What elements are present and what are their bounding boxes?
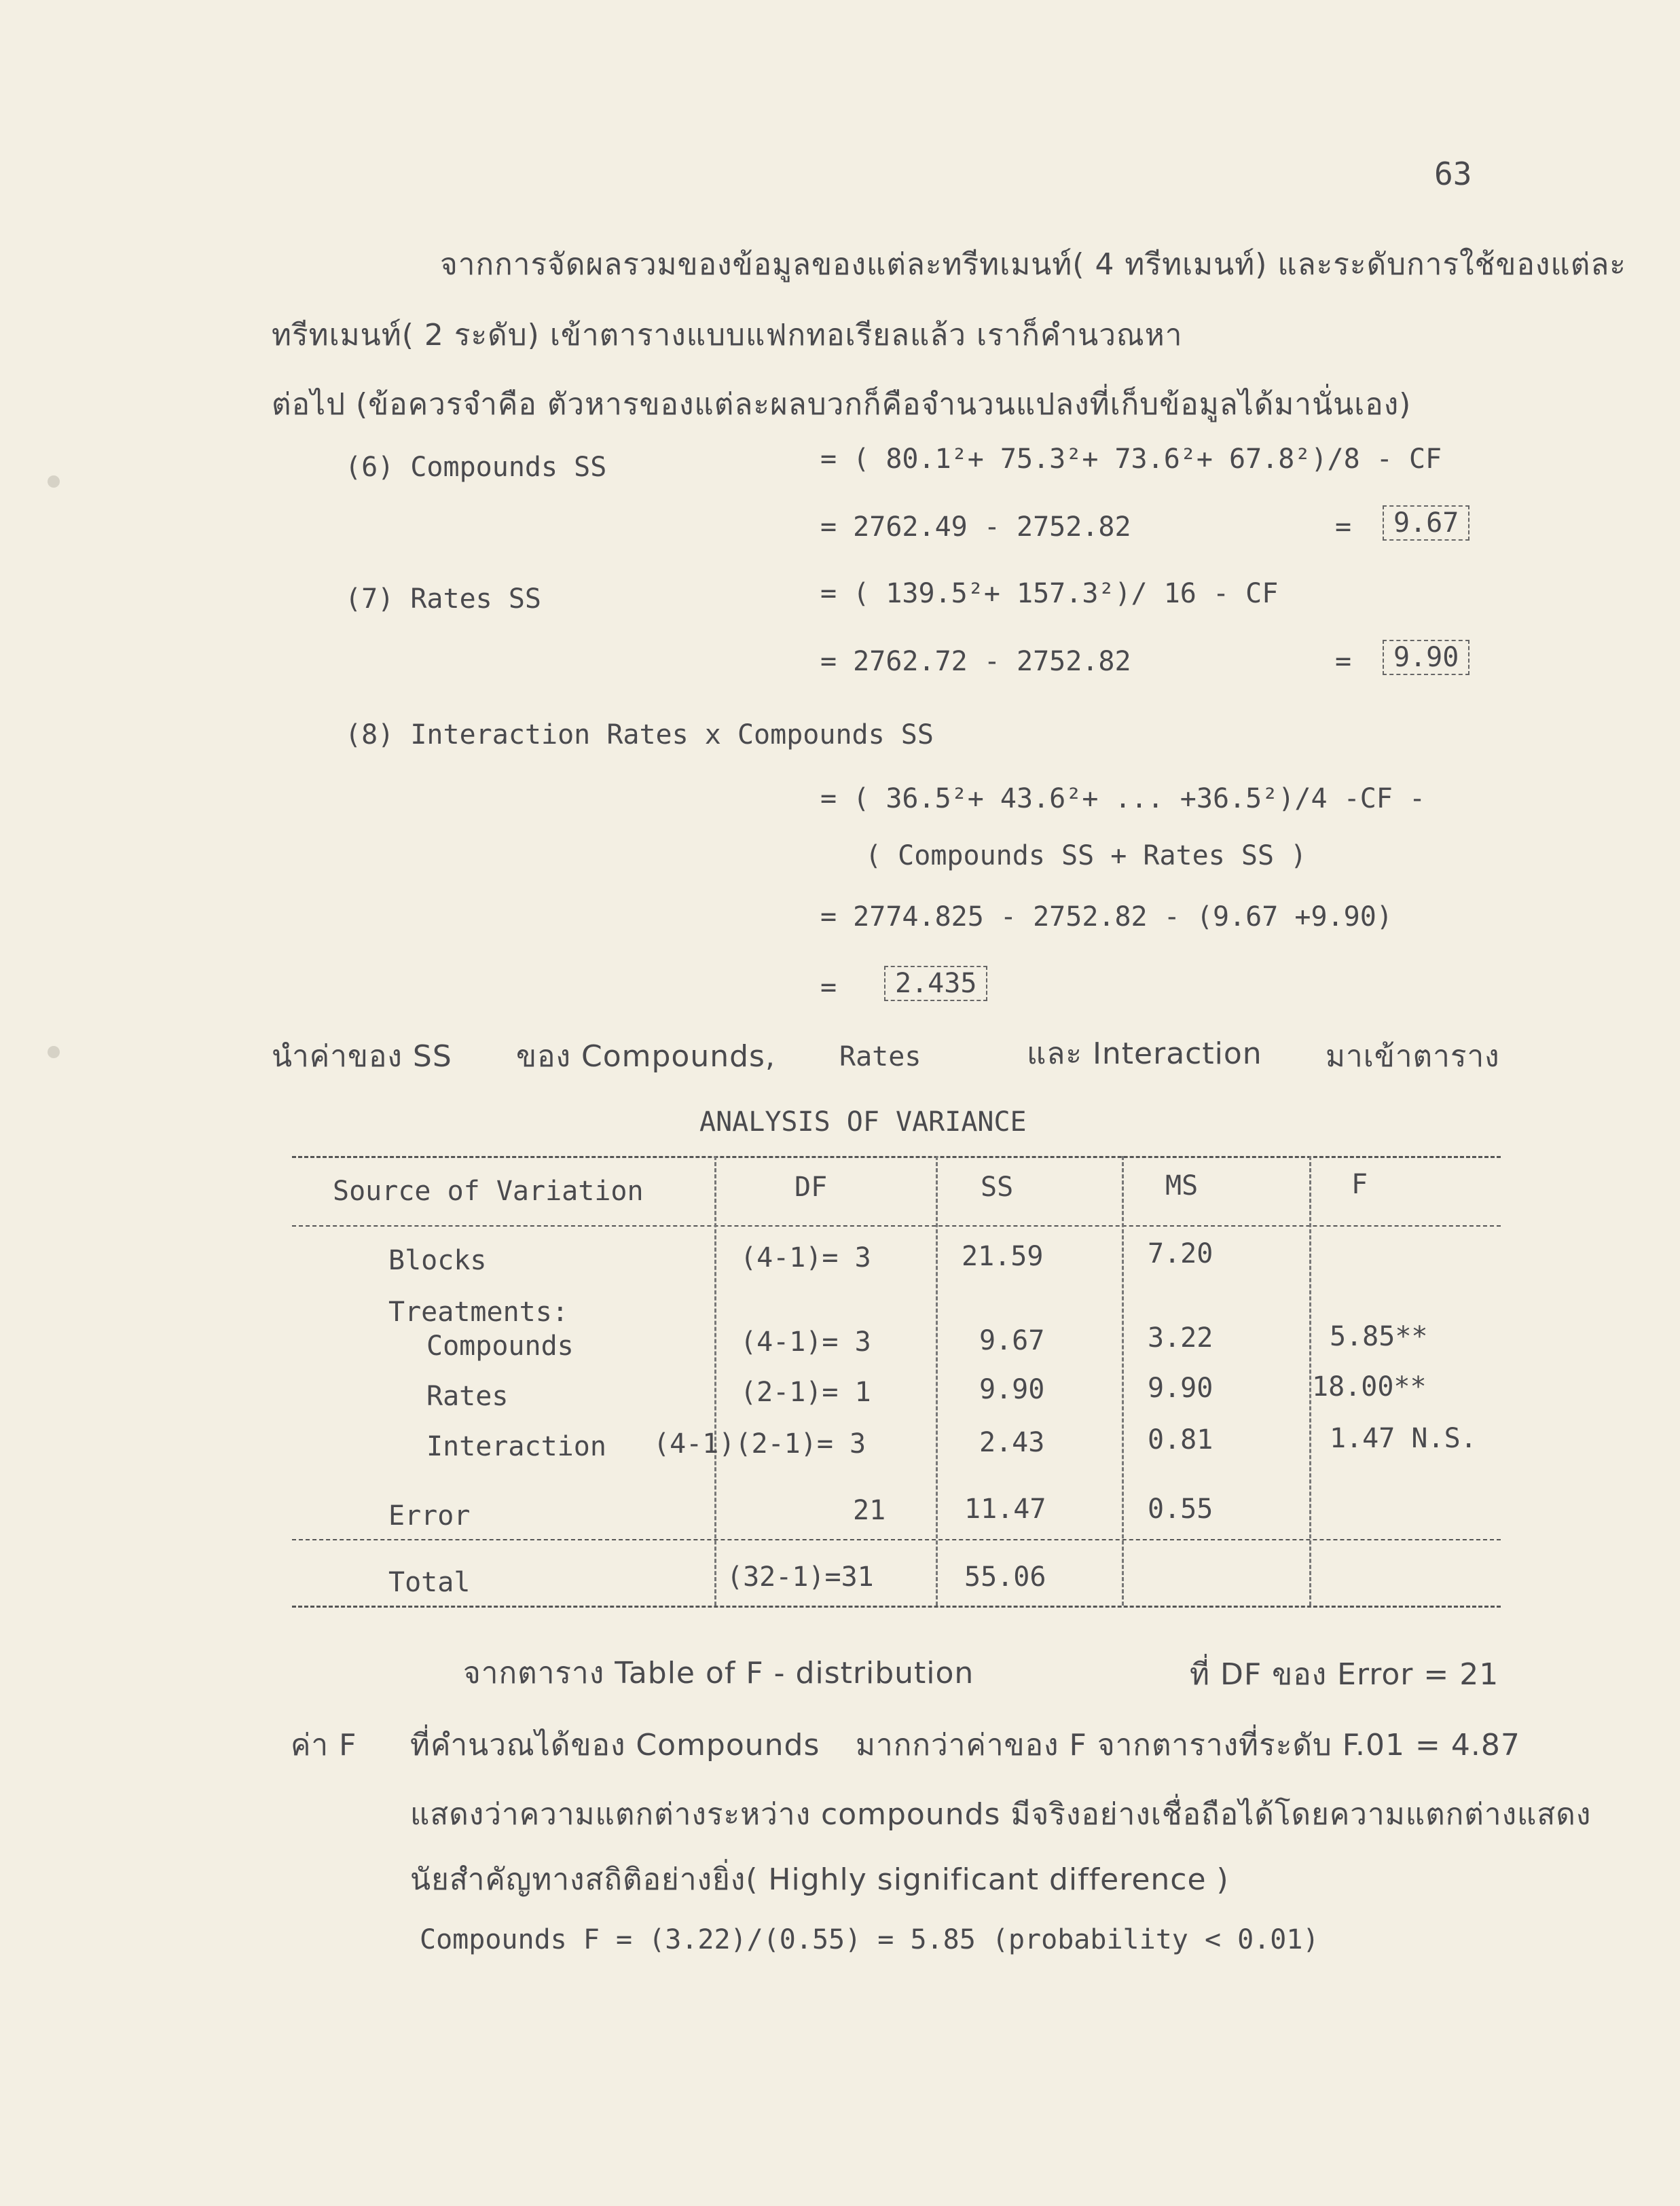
table-col-divider	[714, 1156, 716, 1606]
calc6-result-equals: =	[1335, 511, 1352, 543]
calc6-equation-2: = 2762.49 - 2752.82	[820, 511, 1131, 543]
conclusion-line-2b: ที่คำนวณได้ของ Compounds	[410, 1728, 820, 1762]
page-number: 63	[1434, 156, 1472, 192]
calc8-equation-3: = 2774.825 - 2752.82 - (9.67 +9.90)	[820, 901, 1393, 933]
row-error-ms: 0.55	[1148, 1494, 1213, 1525]
table-rule-total	[292, 1539, 1501, 1540]
col-header-f: F	[1351, 1169, 1368, 1200]
row-total-ss: 55.06	[964, 1561, 1046, 1593]
col-header-df: DF	[795, 1172, 828, 1203]
table-col-divider	[1122, 1156, 1124, 1606]
calc8-equation-1: = ( 36.5²+ 43.6²+ ... +36.5²)/4 -CF -	[820, 783, 1426, 814]
row-interaction-ss: 2.43	[979, 1427, 1045, 1458]
row-interaction-f: 1.47 N.S.	[1330, 1423, 1477, 1454]
calc8-result: 2.435	[884, 966, 987, 1001]
conclusion-line-3: แสดงว่าความแตกต่างระหว่าง compounds มีจริงอย่างเชื่อถือได้โดยความแตกต่างแสดง	[410, 1797, 1592, 1832]
lead-text-c: Rates	[839, 1041, 921, 1072]
row-total-source: Total	[388, 1567, 471, 1598]
lead-text-d: และ Interaction	[1027, 1036, 1262, 1071]
lead-text-a: นำค่าของ SS	[272, 1039, 452, 1074]
row-blocks-ms: 7.20	[1148, 1238, 1213, 1269]
conclusion-line-1a: จากตาราง Table of F - distribution	[463, 1656, 974, 1690]
row-rates-ms: 9.90	[1148, 1373, 1213, 1404]
intro-line-3: ต่อไป (ข้อควรจำคือ ตัวหารของแต่ละผลบวกก็คือจำนวนแปลงที่เก็บข้อมูลได้มานั่นเอง)	[272, 387, 1412, 422]
row-compounds-source: Compounds	[426, 1331, 574, 1362]
binder-hole-mark	[48, 1046, 60, 1058]
col-header-source: Source of Variation	[333, 1176, 644, 1207]
row-total-df: (32-1)=31	[727, 1561, 874, 1593]
row-compounds-f: 5.85**	[1330, 1321, 1428, 1352]
row-blocks-ss: 21.59	[962, 1241, 1044, 1272]
calc7-result: 9.90	[1383, 640, 1469, 675]
calc8-equation-4: =	[820, 972, 837, 1003]
lead-text-e: มาเข้าตาราง	[1326, 1039, 1500, 1074]
conclusion-line-4: นัยสำคัญทางสถิติอย่างยิ่ง( Highly significant difference )	[410, 1862, 1229, 1897]
row-compounds-ms: 3.22	[1148, 1322, 1213, 1354]
intro-line-2: ทรีทเมนท์( 2 ระดับ) เข้าตารางแบบแฟกทอเรียลแล้ว เราก็คำนวณหา	[272, 318, 1183, 352]
calc6-label: (6) Compounds SS	[345, 452, 607, 483]
calc7-result-equals: =	[1335, 646, 1352, 677]
table-col-divider	[936, 1156, 938, 1606]
calc6-equation-1: = ( 80.1²+ 75.3²+ 73.6²+ 67.8²)/8 - CF	[820, 444, 1442, 475]
calc7-equation-2: = 2762.72 - 2752.82	[820, 646, 1131, 677]
table-title: ANALYSIS OF VARIANCE	[699, 1106, 1027, 1138]
conclusion-line-5: Compounds F = (3.22)/(0.55) = 5.85 (probability < 0.01)	[420, 1924, 1319, 1955]
calc8-equation-2: ( Compounds SS + Rates SS )	[865, 840, 1307, 871]
conclusion-line-2c: มากกว่าค่าของ F จากตารางที่ระดับ F.01 = 4.87	[856, 1728, 1520, 1762]
col-header-ms: MS	[1165, 1170, 1199, 1201]
row-rates-ss: 9.90	[979, 1374, 1045, 1405]
calc8-label: (8) Interaction Rates x Compounds SS	[345, 719, 934, 751]
row-compounds-df: (4-1)= 3	[740, 1326, 871, 1358]
table-rule-top	[292, 1156, 1501, 1158]
binder-hole-mark	[48, 475, 60, 488]
row-error-df: 21	[853, 1495, 886, 1526]
row-compounds-ss: 9.67	[979, 1325, 1045, 1356]
row-rates-source: Rates	[426, 1381, 509, 1412]
intro-line-1: จากการจัดผลรวมของข้อมูลของแต่ละทรีทเมนท์( 4 ทรีทเมนท์) และระดับการใช้ของแต่ละ	[440, 247, 1626, 282]
row-interaction-df: (4-1)(2-1)= 3	[653, 1428, 866, 1460]
row-blocks-df: (4-1)= 3	[740, 1242, 871, 1273]
col-header-ss: SS	[981, 1172, 1014, 1203]
conclusion-line-1b: ที่ DF ของ Error = 21	[1190, 1657, 1499, 1692]
conclusion-line-2a: ค่า F	[291, 1728, 357, 1762]
lead-text-b: ของ Compounds,	[516, 1039, 775, 1074]
calc7-label: (7) Rates SS	[345, 583, 541, 615]
row-rates-f: 18.00**	[1312, 1371, 1427, 1403]
calc7-equation-1: = ( 139.5²+ 157.3²)/ 16 - CF	[820, 578, 1279, 609]
row-interaction-source: Interaction	[426, 1431, 606, 1462]
calc6-result: 9.67	[1383, 505, 1469, 541]
row-error-ss: 11.47	[964, 1494, 1046, 1525]
row-rates-df: (2-1)= 1	[740, 1377, 871, 1408]
table-col-divider	[1309, 1156, 1311, 1606]
row-interaction-ms: 0.81	[1148, 1424, 1213, 1455]
table-rule-header	[292, 1225, 1501, 1227]
row-treatments-source: Treatments:	[388, 1297, 568, 1328]
table-rule-bottom	[292, 1606, 1501, 1608]
row-blocks-source: Blocks	[388, 1245, 487, 1276]
row-error-source: Error	[388, 1500, 471, 1532]
